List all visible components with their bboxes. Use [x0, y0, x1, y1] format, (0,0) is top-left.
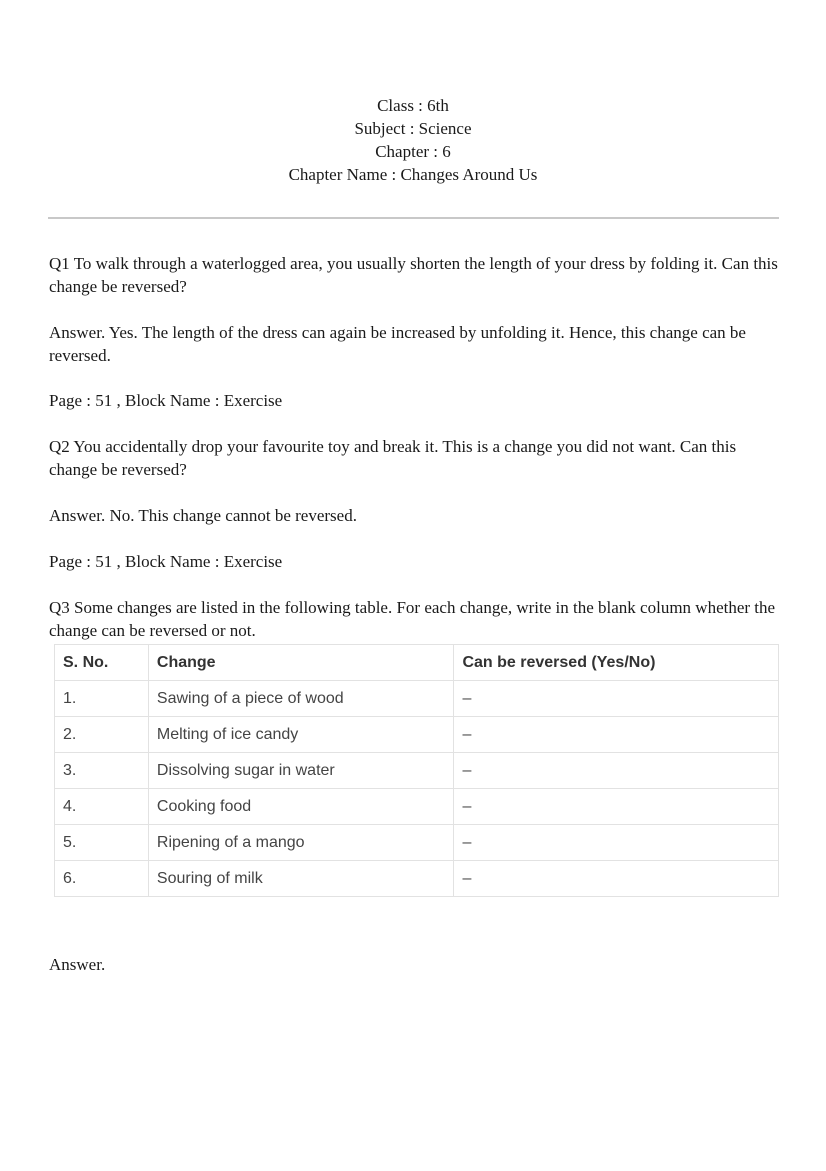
table-row — [55, 681, 779, 717]
header-reversible: Can be reversed (Yes/No) — [454, 645, 779, 681]
answer-3: Answer. — [49, 955, 106, 974]
cell-change: Ripening of a mango — [148, 825, 454, 861]
table-row — [55, 789, 779, 825]
cell-change: Melting of ice candy — [148, 717, 454, 753]
question-1: Q1 To walk through a waterlogged area, you usually shorten the length of your dress by folding it. Can this change be reversed? — [49, 254, 778, 296]
table-row — [55, 825, 779, 861]
page-info-1: Page : 51 , Block Name : Exercise — [49, 391, 283, 410]
answer-2: Answer. No. This change cannot be reversed. — [49, 506, 357, 525]
cell-change: Dissolving sugar in water — [148, 753, 454, 789]
cell-sno: 2. — [55, 717, 149, 753]
header-change: Change — [148, 645, 454, 681]
question-2: Q2 You accidentally drop your favourite toy and break it. This is a change you did not want. Can this change be reversed? — [49, 437, 737, 479]
chapter-line: Chapter : 6 — [375, 142, 451, 161]
table-row — [55, 753, 779, 789]
page-info-2: Page : 51 , Block Name : Exercise — [49, 552, 283, 571]
cell-sno: 1. — [55, 681, 149, 717]
cell-reversible: – — [454, 681, 779, 717]
cell-reversible: – — [454, 861, 779, 897]
question-3: Q3 Some changes are listed in the following table. For each change, write in the blank column whether the change can be reversed or not. — [49, 598, 776, 640]
cell-change: Souring of milk — [148, 861, 454, 897]
answer-1: Answer. Yes. The length of the dress can again be increased by unfolding it. Hence, this change can be reversed. — [49, 323, 746, 365]
cell-sno: 3. — [55, 753, 149, 789]
chapter-name-line: Chapter Name : Changes Around Us — [288, 165, 538, 184]
subject-line: Subject : Science — [354, 119, 472, 138]
document-header — [0, 94, 826, 186]
changes-table — [54, 644, 779, 897]
cell-reversible: – — [454, 753, 779, 789]
header-sno: S. No. — [55, 645, 149, 681]
cell-reversible: – — [454, 789, 779, 825]
cell-reversible: – — [454, 717, 779, 753]
cell-sno: 4. — [55, 789, 149, 825]
cell-reversible: – — [454, 825, 779, 861]
class-line: Class : 6th — [377, 96, 449, 115]
table-row — [55, 717, 779, 753]
table-row — [55, 861, 779, 897]
cell-sno: 5. — [55, 825, 149, 861]
cell-sno: 6. — [55, 861, 149, 897]
table-header-row — [55, 645, 779, 681]
cell-change: Sawing of a piece of wood — [148, 681, 454, 717]
cell-change: Cooking food — [148, 789, 454, 825]
header-divider — [48, 217, 779, 219]
